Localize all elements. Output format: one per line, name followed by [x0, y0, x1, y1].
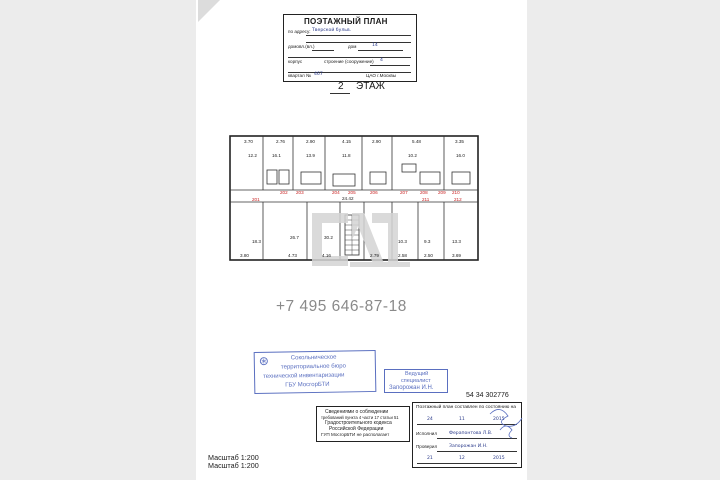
dim-label: 2.90	[306, 139, 315, 144]
date2-day: 21	[427, 456, 433, 461]
district-value: ЦАО г.Москвы	[366, 73, 397, 78]
floor-label: ЭТАЖ	[356, 81, 385, 92]
checked-value: Запорожан И.Н.	[449, 444, 488, 449]
info-line: Сведениями о соблюдении	[325, 409, 389, 415]
area-label: 18.3	[252, 239, 261, 244]
room-number: 210	[452, 190, 460, 195]
room-number: 211	[422, 197, 430, 202]
date1-month: 11	[459, 417, 465, 422]
stroenie-value: 4	[380, 58, 383, 63]
room-number: 209	[438, 190, 446, 195]
dim-label: 2.90	[372, 139, 381, 144]
dim-label: 3.80	[240, 253, 249, 258]
room-number: 208	[420, 190, 428, 195]
building-label: домовл.(вл.)	[288, 44, 315, 49]
dim-label: 3.70	[244, 139, 253, 144]
stamp-line: ГБУ МосгорБТИ	[285, 381, 330, 389]
date2-month: 12	[459, 456, 465, 461]
checked-label: Проверил	[416, 444, 438, 449]
inventory-number: 54 34 302776	[466, 392, 509, 399]
room-number: 202	[280, 190, 288, 195]
date2-year: 2015	[493, 456, 505, 461]
room-number: 206	[370, 190, 378, 195]
specialist-stamp	[384, 369, 448, 393]
stamp-line: специалист	[401, 378, 431, 384]
room-number: 203	[296, 190, 304, 195]
center-dim: 24.42	[342, 196, 354, 201]
area-label: 10.3	[398, 239, 407, 244]
signature-box	[412, 402, 522, 468]
room-number: 207	[400, 190, 408, 195]
dim-label: 2.58	[398, 253, 407, 258]
dim-label: 5.48	[412, 139, 421, 144]
floor-number: 2	[338, 81, 344, 92]
area-label: 26.7	[290, 235, 299, 240]
executor-value: Ферапонтова Л.В.	[449, 431, 493, 436]
kvartal-label: квартал №	[288, 73, 311, 78]
date1-year: 2015	[493, 417, 505, 422]
stamp-line: Ведущий	[405, 371, 429, 377]
dim-label: 2.79	[370, 253, 379, 258]
scale-label: Масштаб 1:200	[208, 461, 259, 470]
sign-line: Поэтажный план составлен по состоянию на	[416, 405, 516, 410]
dim-label: 4.16	[322, 253, 331, 258]
stamp-line: Запорожан И.Н.	[389, 385, 434, 391]
room-number: 204	[332, 190, 340, 195]
dim-label: 2.50	[424, 253, 433, 258]
area-label: 13.3	[452, 239, 461, 244]
stamp-line: технической инвентаризации	[263, 372, 345, 380]
dim-label: 3.69	[452, 253, 461, 258]
info-line: требований пункта 4 части 17 статьи 51	[321, 415, 399, 420]
room-number: 205	[348, 190, 356, 195]
address-label: по адресу:	[288, 29, 311, 34]
stamp-emblem-icon: ⊛	[258, 353, 269, 368]
area-label: 10.2	[408, 153, 417, 158]
address-value: Тверской бульв.	[312, 28, 352, 33]
room-number: 201	[252, 197, 260, 202]
dim-label: 4.73	[288, 253, 297, 258]
stamp-line: территориальное бюро	[280, 363, 346, 371]
info-line: Градостроительного кодекса	[325, 420, 392, 426]
info-line: Российской Федерации	[329, 426, 384, 432]
bti-stamp	[254, 350, 377, 394]
dim-label: 4.15	[342, 139, 351, 144]
stroenie-label: строение (сооружение)	[324, 59, 374, 64]
house-value: 14	[372, 43, 378, 48]
area-label: 16.0	[456, 153, 465, 158]
info-box	[316, 406, 410, 442]
scale-label: Масштаб 1:200	[208, 453, 259, 462]
korpus-label: корпус	[288, 59, 303, 64]
dim-label: 3.35	[455, 139, 464, 144]
date1-day: 24	[427, 417, 433, 422]
info-line: ГУП МосгорБТИ не располагает	[321, 432, 390, 437]
dim-label: 2.76	[276, 139, 285, 144]
room-number: 212	[454, 197, 462, 202]
area-label: 11.8	[342, 153, 351, 158]
area-label: 13.9	[306, 153, 315, 158]
area-label: 12.2	[248, 153, 257, 158]
area-label: 30.2	[324, 235, 333, 240]
area-label: 9.3	[424, 239, 431, 244]
stamp-line: Сокольническое	[290, 354, 337, 362]
header-title: ПОЭТАЖНЫЙ ПЛАН	[304, 17, 388, 26]
house-label: дом	[348, 44, 357, 49]
executor-label: Исполнил	[416, 431, 438, 436]
phone-watermark: +7 495 646-87-18	[276, 298, 407, 315]
kvartal-value: 467	[314, 72, 323, 77]
area-label: 16.1	[272, 153, 281, 158]
